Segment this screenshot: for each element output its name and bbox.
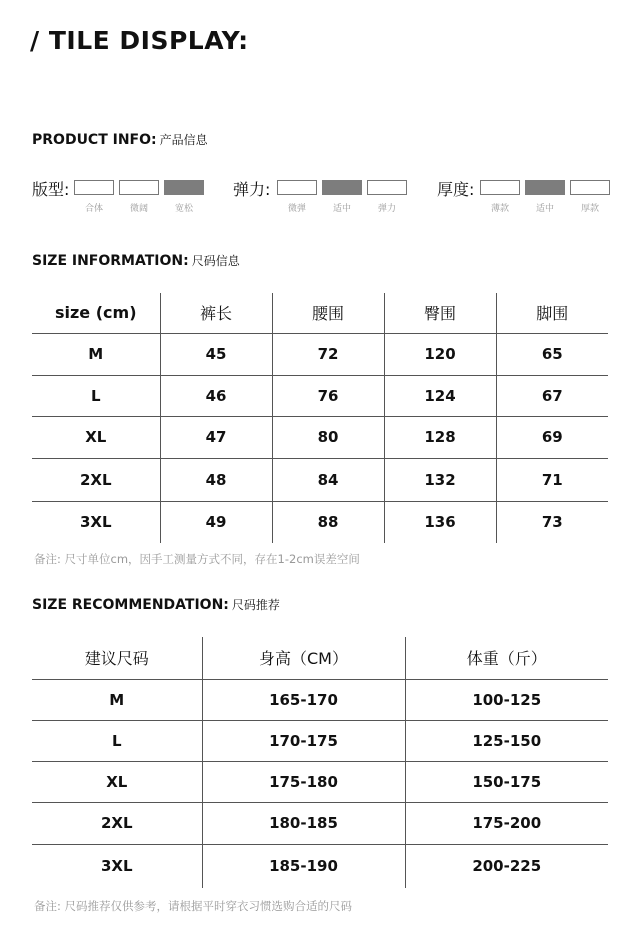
table-cell: 175-200: [405, 802, 608, 844]
thickness-option: [525, 180, 565, 214]
elasticity-option-label: 微弹: [287, 204, 306, 214]
table-cell: 175-180: [202, 761, 405, 802]
table-row: [32, 501, 608, 543]
product-info-title: [32, 131, 208, 148]
page-heading: / TILE DISPLAY:: [30, 26, 249, 55]
fit-scale: [74, 180, 204, 214]
size-info-title: [32, 252, 240, 269]
table-cell: 125-150: [405, 720, 608, 761]
table-cell: 120: [384, 333, 496, 375]
table-cell: 88: [272, 501, 384, 543]
size-rec-header: 身高（CM）: [202, 637, 405, 679]
thickness-scale: [480, 180, 610, 214]
table-row: [32, 458, 608, 501]
table-row: [32, 844, 608, 888]
fit-option-box: [119, 180, 159, 195]
fit-label: 版型:: [32, 180, 70, 199]
size-cell: L: [32, 375, 160, 416]
fit-option: [74, 180, 114, 214]
fit-option-label: 宽松: [174, 204, 193, 214]
size-info-header-row: [32, 293, 608, 333]
size-cell: 3XL: [32, 501, 160, 543]
product-info-title-cn: 产品信息: [159, 133, 208, 147]
size-cell: 2XL: [32, 458, 160, 501]
table-cell: 76: [272, 375, 384, 416]
elasticity-option-label: 适中: [332, 204, 351, 214]
table-row: [32, 375, 608, 416]
table-cell: 170-175: [202, 720, 405, 761]
elasticity-option: [322, 180, 362, 214]
size-rec-header: 建议尺码: [32, 637, 202, 679]
table-row: [32, 679, 608, 720]
size-rec-title-en: SIZE RECOMMENDATION:: [32, 597, 229, 613]
table-cell: 180-185: [202, 802, 405, 844]
table-row: [32, 720, 608, 761]
size-rec-title-cn: 尺码推荐: [231, 598, 280, 612]
size-cell: 2XL: [32, 802, 202, 844]
size-rec-note: 备注: 尺码推荐仅供参考，请根据平时穿衣习惯选购合适的尺码: [34, 899, 353, 913]
table-cell: 100-125: [405, 679, 608, 720]
size-info-header: 脚围: [496, 293, 608, 333]
size-rec-header-row: [32, 637, 608, 679]
elasticity-option-box: [367, 180, 407, 195]
product-info-title-en: PRODUCT INFO:: [32, 132, 157, 148]
size-cell: L: [32, 720, 202, 761]
table-cell: 69: [496, 416, 608, 458]
table-cell: 185-190: [202, 844, 405, 888]
thickness-option-label: 薄款: [490, 204, 509, 214]
table-cell: 65: [496, 333, 608, 375]
size-cell: XL: [32, 761, 202, 802]
fit-option-label: 合体: [84, 204, 103, 214]
table-row: [32, 416, 608, 458]
table-cell: 132: [384, 458, 496, 501]
size-info-header: 裤长: [160, 293, 272, 333]
fit-option-box-selected: [164, 180, 204, 195]
table-cell: 45: [160, 333, 272, 375]
size-cell: 3XL: [32, 844, 202, 888]
size-info-title-cn: 尺码信息: [191, 254, 240, 268]
table-cell: 47: [160, 416, 272, 458]
thickness-option-label: 适中: [535, 204, 554, 214]
table-cell: 73: [496, 501, 608, 543]
table-cell: 48: [160, 458, 272, 501]
thickness-option-box: [480, 180, 520, 195]
size-info-title-en: SIZE INFORMATION:: [32, 253, 189, 269]
table-cell: 200-225: [405, 844, 608, 888]
thickness-option: [570, 180, 610, 214]
table-cell: 150-175: [405, 761, 608, 802]
table-cell: 71: [496, 458, 608, 501]
table-cell: 72: [272, 333, 384, 375]
table-cell: 128: [384, 416, 496, 458]
elasticity-option-box-selected: [322, 180, 362, 195]
size-rec-title: [32, 596, 280, 613]
table-row: [32, 333, 608, 375]
size-info-header: 臀围: [384, 293, 496, 333]
size-rec-table: [32, 637, 608, 888]
size-info-header: size (cm): [32, 293, 160, 333]
size-rec-header: 体重（斤）: [405, 637, 608, 679]
table-row: [32, 802, 608, 844]
fit-option-label: 微阔: [129, 204, 148, 214]
elasticity-option-label: 弹力: [377, 204, 396, 214]
table-row: [32, 761, 608, 802]
table-cell: 124: [384, 375, 496, 416]
thickness-option: [480, 180, 520, 214]
fit-option-box: [74, 180, 114, 195]
fit-option: [119, 180, 159, 214]
elasticity-scale: [277, 180, 407, 214]
size-info-table: [32, 293, 608, 543]
thickness-label: 厚度:: [437, 180, 475, 199]
size-cell: M: [32, 679, 202, 720]
size-cell: M: [32, 333, 160, 375]
table-cell: 165-170: [202, 679, 405, 720]
elasticity-option: [277, 180, 317, 214]
table-cell: 67: [496, 375, 608, 416]
table-cell: 49: [160, 501, 272, 543]
thickness-option-box: [570, 180, 610, 195]
elasticity-option: [367, 180, 407, 214]
elasticity-label: 弹力:: [233, 180, 271, 199]
elasticity-option-box: [277, 180, 317, 195]
thickness-option-box-selected: [525, 180, 565, 195]
table-cell: 84: [272, 458, 384, 501]
table-cell: 136: [384, 501, 496, 543]
thickness-option-label: 厚款: [580, 204, 599, 214]
table-cell: 80: [272, 416, 384, 458]
size-cell: XL: [32, 416, 160, 458]
size-info-note: 备注: 尺寸单位cm，因手工测量方式不同，存在1-2cm误差空间: [34, 552, 360, 566]
size-info-header: 腰围: [272, 293, 384, 333]
table-cell: 46: [160, 375, 272, 416]
fit-option: [164, 180, 204, 214]
